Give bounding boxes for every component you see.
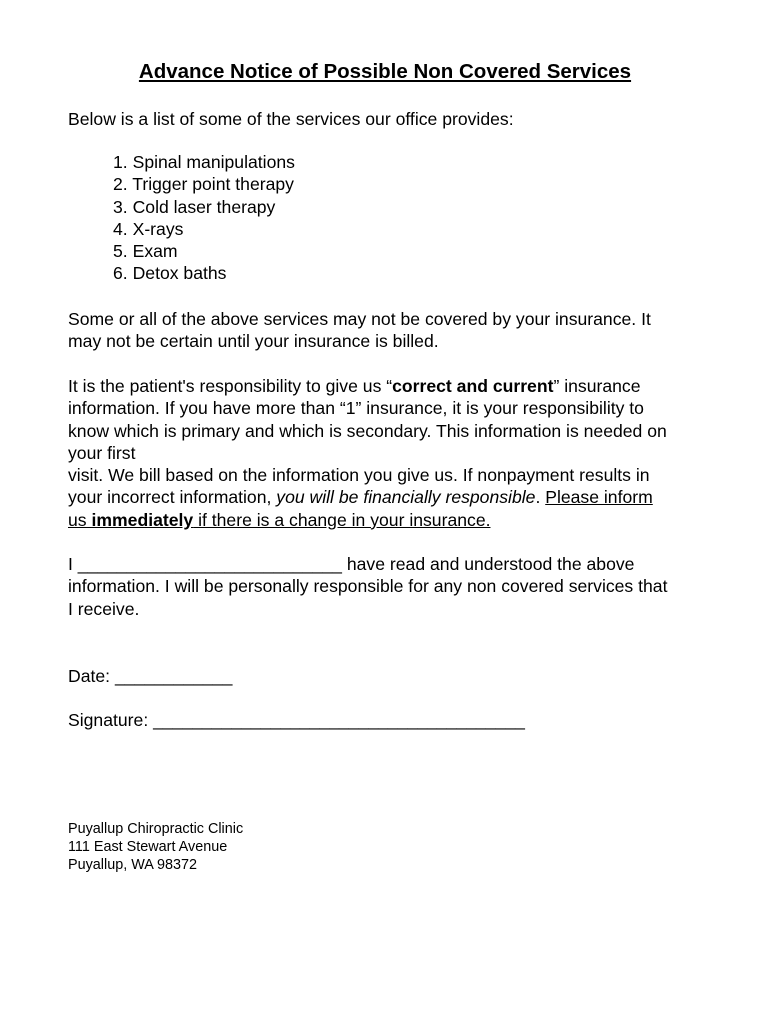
service-item — [113, 262, 295, 284]
responsibility-line — [68, 509, 728, 531]
acknowledgement-line: information. I will be personally responsible for any non covered services that — [68, 576, 668, 597]
responsibility-text: if there is a change in your insurance. — [193, 509, 491, 530]
document-title: Advance Notice of Possible Non Covered Services — [138, 60, 632, 83]
acknowledgement-paragraph — [68, 553, 728, 620]
responsibility-line: your first — [68, 442, 136, 463]
correct-and-current-emphasis: correct and current — [392, 376, 554, 396]
service-number: 1. — [113, 152, 128, 172]
date-field: Date: ____________ — [68, 666, 233, 686]
signature-field: Signature: ______________________________________ — [68, 710, 525, 730]
service-number: 6. — [113, 263, 128, 284]
responsibility-text: your incorrect information, — [68, 487, 277, 508]
clinic-name: Puyallup Chiropractic Clinic — [68, 821, 244, 837]
clinic-address — [68, 820, 243, 874]
responsibility-line — [68, 375, 728, 397]
services-list — [113, 151, 295, 285]
coverage-line: may not be certain until your insurance is billed. — [68, 331, 439, 352]
immediately-emphasis: immediately — [91, 509, 194, 530]
intro-text: Below is a list of some of the services our office provides: — [68, 109, 514, 129]
responsibility-text: . — [535, 487, 546, 508]
responsibility-paragraph — [68, 375, 728, 531]
service-number: 2. — [113, 174, 128, 195]
clinic-street: 111 East Stewart Avenue — [68, 839, 228, 855]
coverage-paragraph — [68, 308, 728, 353]
acknowledgement-line: I ___________________________ have read and understood the above — [68, 554, 635, 574]
service-item — [113, 151, 295, 173]
responsibility-line: visit. We bill based on the information you give us. If nonpayment results in — [68, 465, 650, 486]
service-item — [113, 240, 295, 262]
responsibility-line: information. If you have more than “1” insurance, it is your responsibility to — [68, 398, 644, 419]
service-item — [113, 196, 295, 218]
service-label: Detox baths — [132, 263, 227, 284]
service-number: 3. — [113, 196, 128, 217]
clinic-city: Puyallup, WA 98372 — [68, 857, 198, 873]
service-item — [113, 173, 295, 195]
service-label: Spinal manipulations — [132, 152, 295, 172]
acknowledgement-line: I receive. — [68, 598, 140, 619]
responsibility-text: It is the patient's responsibility to give us “ — [68, 376, 393, 396]
service-number: 5. — [113, 241, 128, 262]
responsibility-text: us — [68, 509, 92, 530]
service-label: X-rays — [132, 218, 184, 239]
responsibility-line: know which is primary and which is secondary. This information is needed on — [68, 420, 667, 441]
service-label: Trigger point therapy — [132, 174, 294, 195]
service-label: Cold laser therapy — [132, 196, 276, 217]
responsibility-line — [68, 486, 728, 508]
coverage-line: Some or all of the above services may not be covered by your insurance. It — [68, 309, 651, 329]
please-inform-underlined: Please inform — [545, 487, 653, 508]
service-label: Exam — [132, 241, 178, 262]
service-number: 4. — [113, 218, 128, 239]
responsibility-text: ” insurance — [553, 376, 641, 396]
financially-responsible-emphasis: you will be financially responsible — [276, 487, 536, 508]
service-item — [113, 218, 295, 240]
